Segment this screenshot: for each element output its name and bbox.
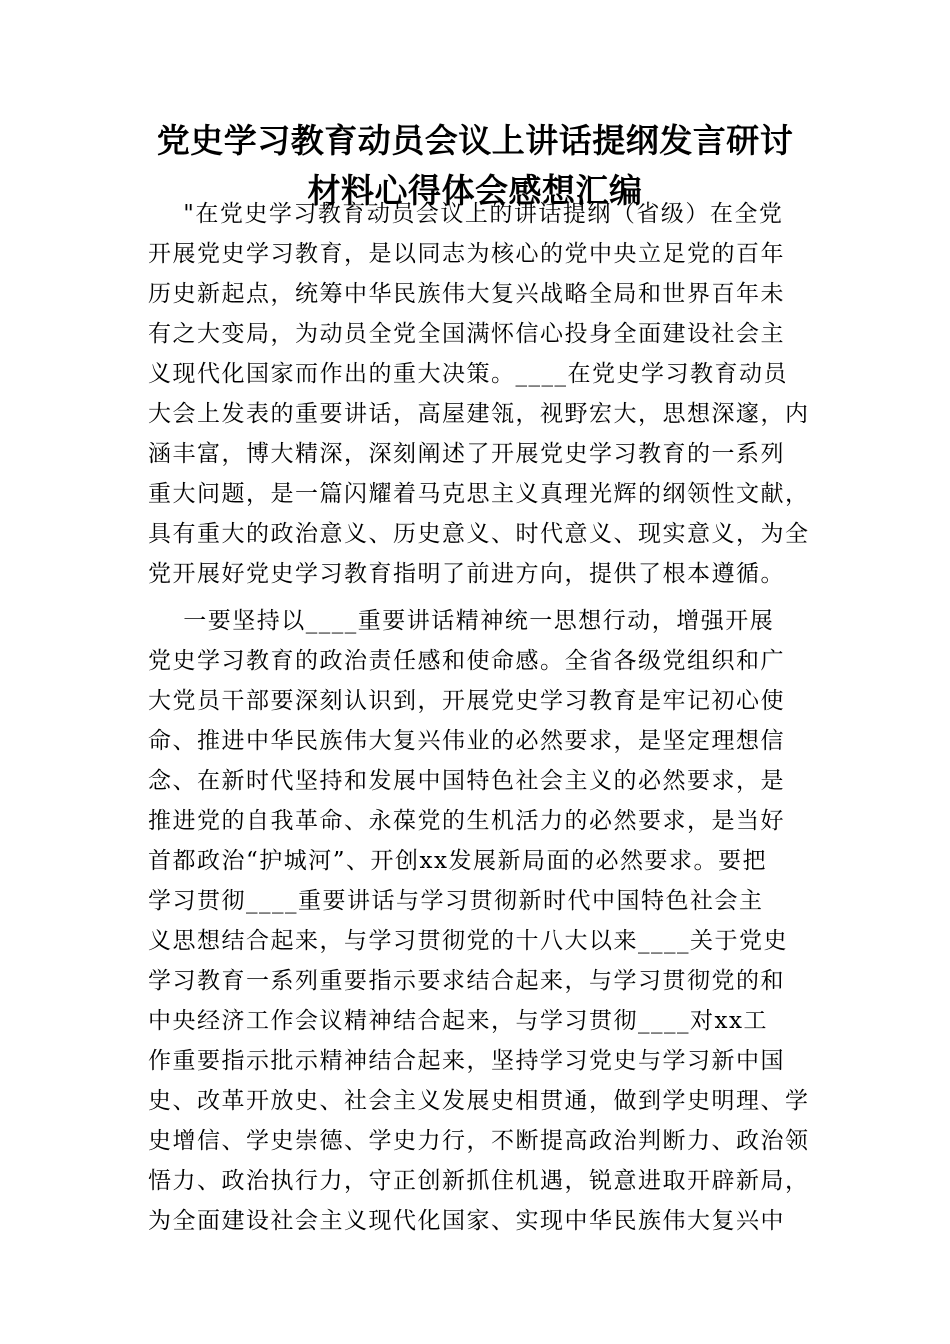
text-line: 大党员干部要深刻认识到，开展党史学习教育是牢记初心使 — [148, 688, 785, 714]
text-line: 悟力、政治执行力，守正创新抓住机遇，锐意进取开辟新局， — [148, 1168, 810, 1194]
text-line: 作重要指示批示精神结合起来，坚持学习党史与学习新中国 — [148, 1048, 785, 1074]
text-line: 学习教育一系列重要指示要求结合起来，与学习贯彻党的和 — [148, 968, 785, 994]
text-line: 学习贯彻____重要讲话与学习贯彻新时代中国特色社会主 — [148, 888, 764, 914]
document-title-line-1: 党史学习教育动员会议上讲话提纲发言研讨 — [156, 121, 794, 160]
text-line: 历史新起点，统筹中华民族伟大复兴战略全局和世界百年未 — [148, 281, 785, 307]
text-line: 念、在新时代坚持和发展中国特色社会主义的必然要求，是 — [148, 768, 785, 794]
text-line: 义思想结合起来，与学习贯彻党的十八大以来____关于党史 — [148, 928, 788, 954]
text-line: 一要坚持以____重要讲话精神统一思想行动，增强开展 — [148, 608, 775, 634]
text-line: 有之大变局，为动员全党全国满怀信心投身全面建设社会主 — [148, 321, 785, 347]
text-line: 命、推进中华民族伟大复兴伟业的必然要求，是坚定理想信 — [148, 728, 785, 754]
text-line: "在党史学习教育动员会议上的讲话提纲（省级）在全党 — [148, 201, 784, 227]
text-line: 中央经济工作会议精神结合起来，与学习贯彻____对xx工 — [148, 1008, 768, 1034]
text-line: 开展党史学习教育，是以同志为核心的党中央立足党的百年 — [148, 241, 785, 267]
text-line: 具有重大的政治意义、历史意义、时代意义、现实意义，为全 — [148, 521, 810, 547]
text-line: 为全面建设社会主义现代化国家、实现中华民族伟大复兴中 — [148, 1208, 785, 1234]
paragraph-2 — [148, 601, 820, 1241]
paragraph-1 — [148, 194, 820, 594]
text-line: 首都政治“护城河”、开创xx发展新局面的必然要求。要把 — [148, 848, 767, 874]
text-line: 重大问题，是一篇闪耀着马克思主义真理光辉的纲领性文献， — [148, 481, 810, 507]
document-title-line-2: 材料心得体会感想汇编 — [307, 171, 643, 210]
text-line: 涵丰富，博大精深，深刻阐述了开展党史学习教育的一系列 — [148, 441, 785, 467]
text-line: 党开展好党史学习教育指明了前进方向，提供了根本遵循。 — [148, 561, 785, 587]
text-line: 大会上发表的重要讲话，高屋建瓴，视野宏大，思想深邃，内 — [148, 401, 810, 427]
text-line: 推进党的自我革命、永葆党的生机活力的必然要求，是当好 — [148, 808, 785, 834]
text-line: 史、改革开放史、社会主义发展史相贯通，做到学史明理、学 — [148, 1088, 810, 1114]
text-line: 史增信、学史崇德、学史力行，不断提高政治判断力、政治领 — [148, 1128, 810, 1154]
text-line: 义现代化国家而作出的重大决策。____在党史学习教育动员 — [148, 361, 788, 387]
text-line: 党史学习教育的政治责任感和使命感。全省各级党组织和广 — [148, 648, 785, 674]
